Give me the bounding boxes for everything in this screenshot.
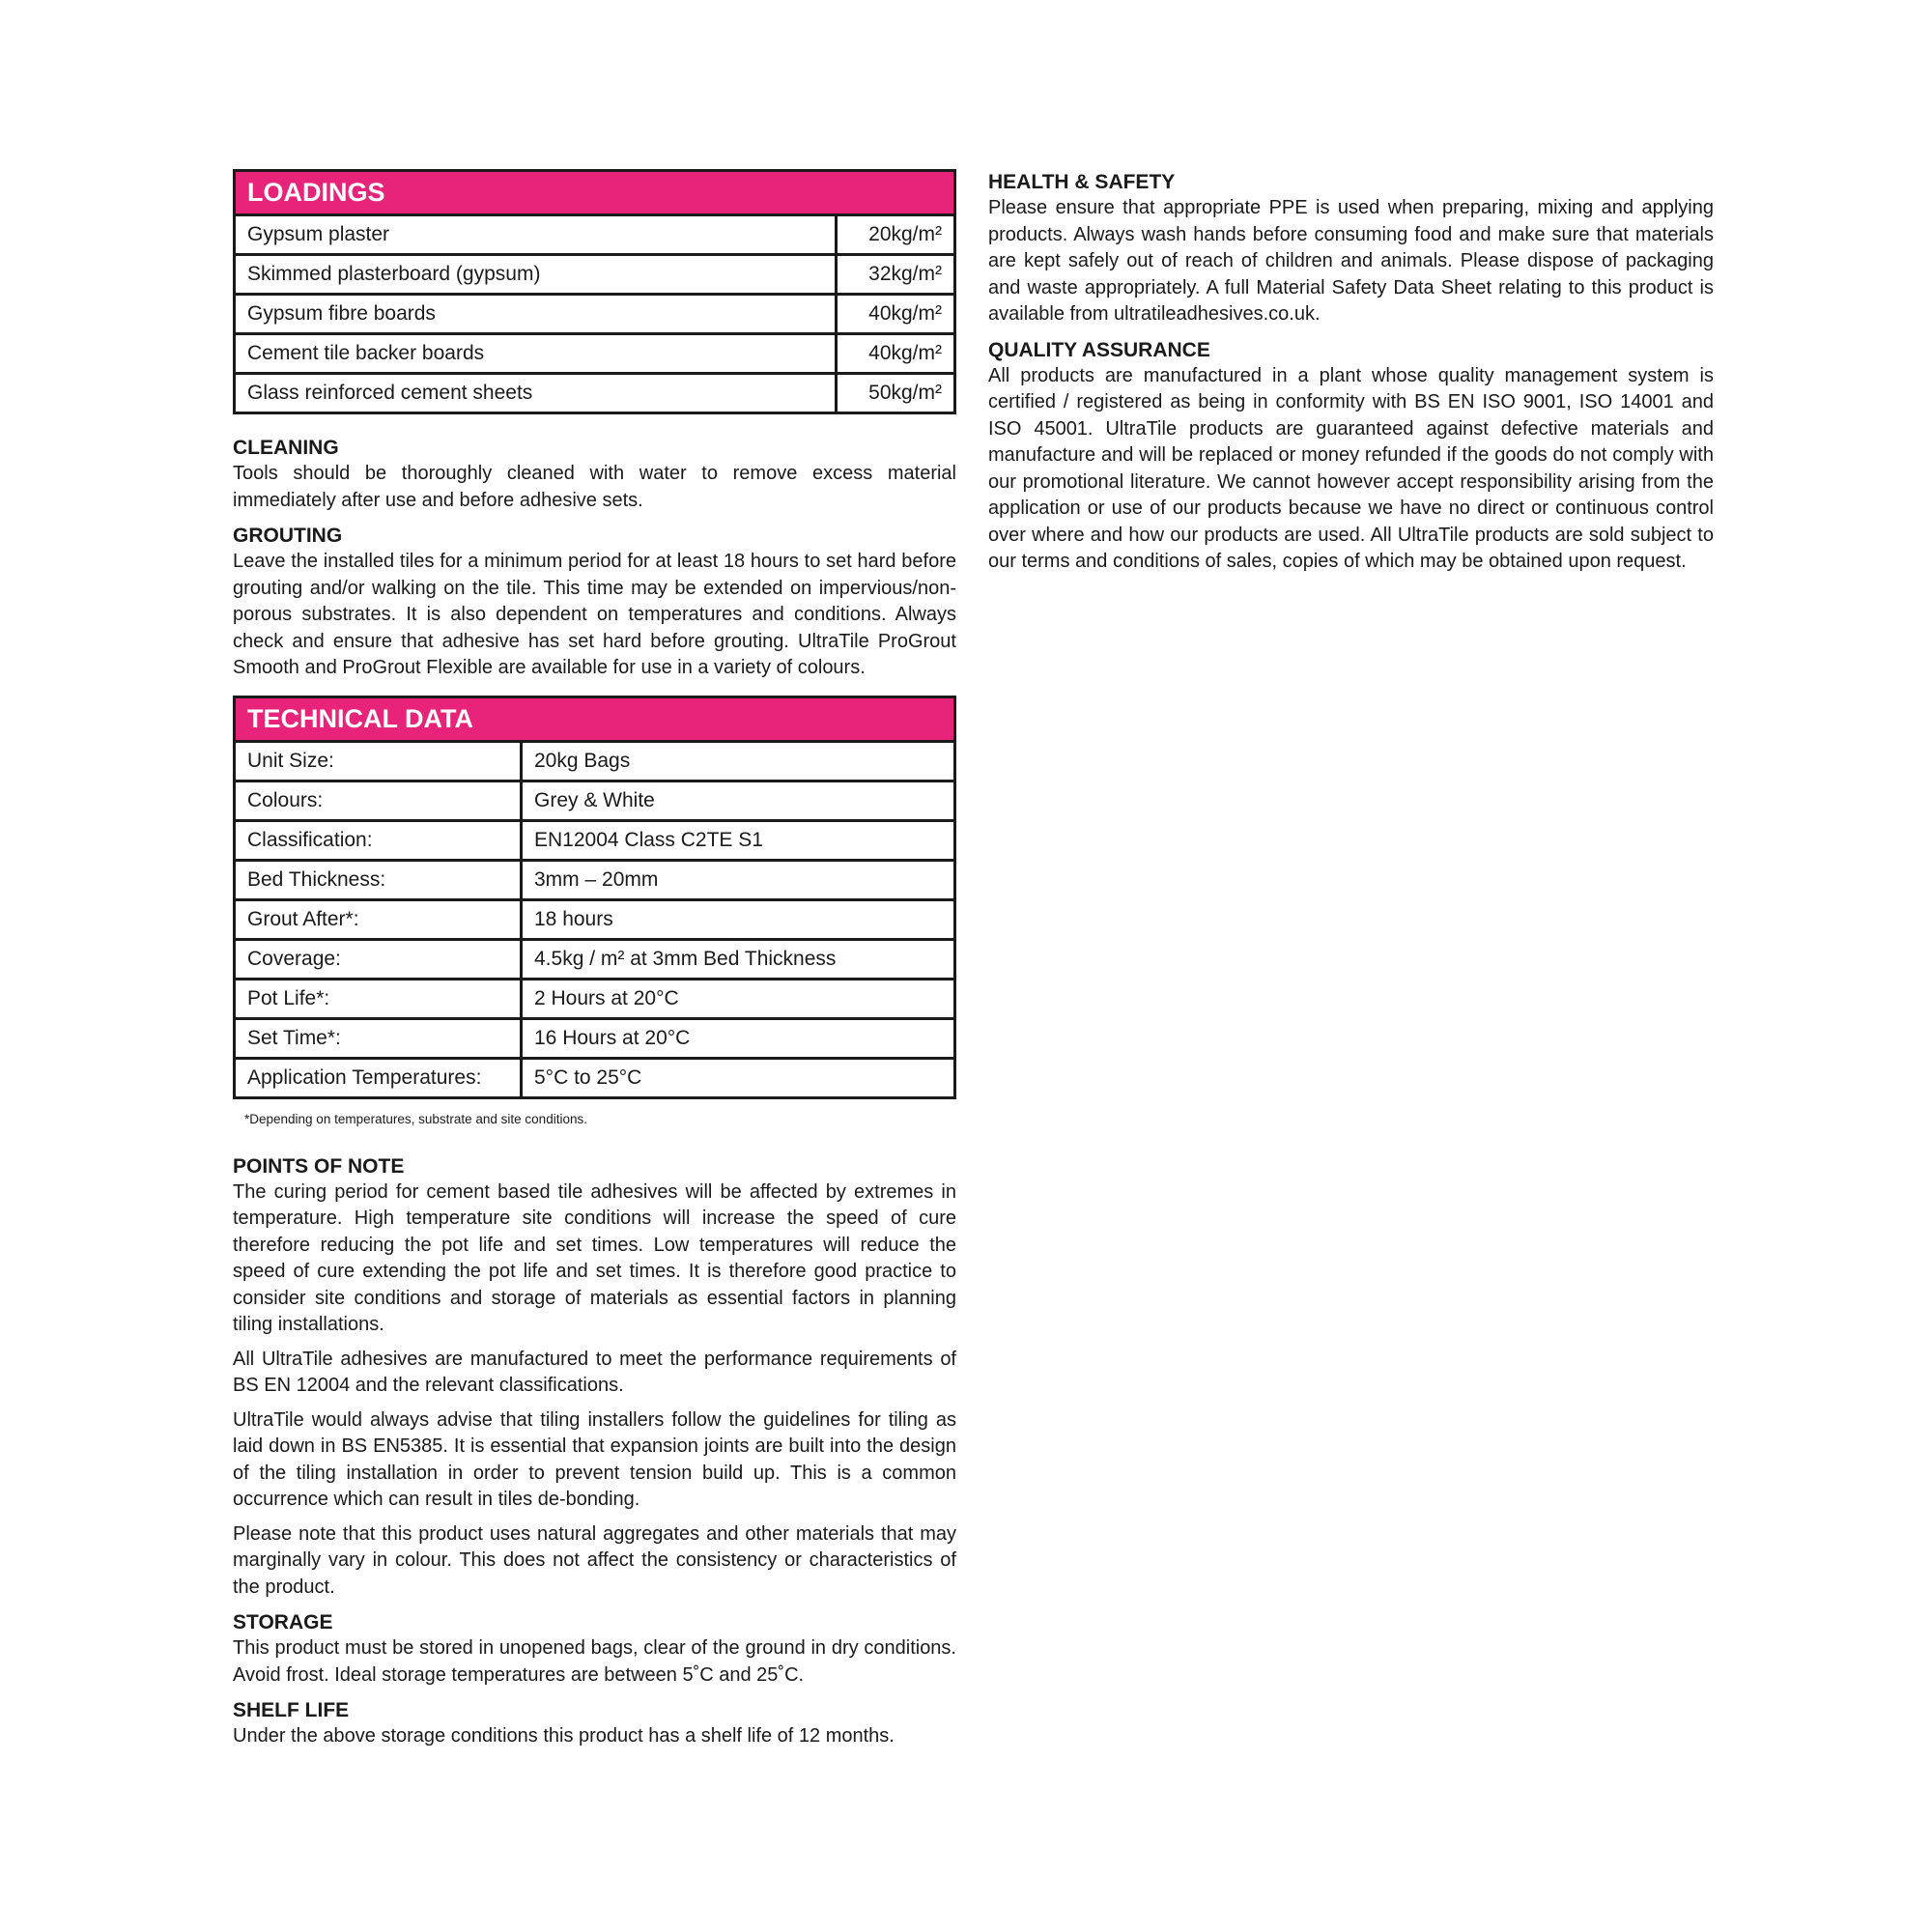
storage-heading: STORAGE	[233, 1611, 333, 1634]
quality-assurance-text: All products are manufactured in a plant whose quality management system is certified / registered as being in conformity with BS EN ISO 9001, ISO 14001 and ISO 45001. UltraTile products are guaranteed against defective materials and manufacture and will be replaced or money refunded if the goods do not comply with our promotional literature. We cannot however accept responsibility arising from the application or use of our products because we have no direct or continuous control over where and how our products are used. All UltraTile products are sold subject to our terms and conditions of sales, copies of which may be obtained upon request.	[988, 364, 1714, 572]
table-row	[235, 1058, 955, 1097]
technical-footnote: *Depending on temperatures, substrate and site conditions.	[244, 1111, 587, 1126]
loading-value: 20kg/m²	[837, 215, 955, 255]
grouting-heading: GROUTING	[233, 525, 343, 547]
health-safety-heading: HEALTH & SAFETY	[988, 171, 1176, 193]
loading-label: Gypsum plaster	[235, 215, 837, 255]
table-row	[235, 374, 955, 413]
technical-value: 4.5kg / m² at 3mm Bed Thickness	[522, 939, 955, 979]
technical-label: Pot Life*:	[235, 979, 522, 1018]
technical-label: Classification:	[235, 820, 522, 860]
technical-label: Application Temperatures:	[235, 1058, 522, 1097]
technical-value: 18 hours	[522, 899, 955, 939]
loading-value: 40kg/m²	[837, 295, 955, 334]
table-row	[235, 255, 955, 295]
points-of-note-paragraph: UltraTile would always advise that tiling installers follow the guidelines for tiling as laid down in BS EN5385. It is essential that expansion joints are built into the design of the tiling installation in order to prevent tension build up. This is a common occurrence which can result in tiles de-bonding.	[233, 1408, 956, 1510]
cleaning-heading: CLEANING	[233, 437, 339, 459]
table-row	[235, 781, 955, 820]
shelf-life-section	[233, 1697, 956, 1750]
table-row	[235, 860, 955, 899]
cleaning-section	[233, 435, 956, 514]
table-row	[235, 899, 955, 939]
table-row	[235, 741, 955, 781]
grouting-text: Leave the installed tiles for a minimum period for at least 18 hours to set hard before grouting and/or walking on the tile. This time may be extended on impervious/non-porous substrates. It is also dependent on temperatures and conditions. Always check and ensure that adhesive has set hard before grouting. UltraTile ProGrout Smooth and ProGrout Flexible are available for use in a variety of colours.	[233, 551, 956, 678]
technical-data-table	[233, 696, 956, 1099]
quality-assurance-section	[988, 337, 1714, 576]
loadings-table	[233, 169, 956, 414]
technical-label: Set Time*:	[235, 1018, 522, 1058]
table-row	[235, 820, 955, 860]
points-of-note-section	[233, 1153, 956, 1602]
technical-value: 2 Hours at 20°C	[522, 979, 955, 1018]
loading-label: Glass reinforced cement sheets	[235, 374, 837, 413]
cleaning-text: Tools should be thoroughly cleaned with water to remove excess material immediately after use and before adhesive sets.	[233, 463, 956, 511]
loading-value: 50kg/m²	[837, 374, 955, 413]
loading-label: Gypsum fibre boards	[235, 295, 837, 334]
loading-value: 40kg/m²	[837, 334, 955, 374]
shelf-life-text: Under the above storage conditions this product has a shelf life of 12 months.	[233, 1725, 895, 1747]
technical-value: 20kg Bags	[522, 741, 955, 781]
technical-label: Grout After*:	[235, 899, 522, 939]
technical-value: 16 Hours at 20°C	[522, 1018, 955, 1058]
storage-section	[233, 1609, 956, 1689]
loadings-title: LOADINGS	[235, 171, 955, 215]
technical-label: Bed Thickness:	[235, 860, 522, 899]
shelf-life-heading: SHELF LIFE	[233, 1699, 350, 1721]
table-row	[235, 334, 955, 374]
quality-assurance-heading: QUALITY ASSURANCE	[988, 338, 1210, 361]
points-of-note-paragraph: Please note that this product uses natural aggregates and other materials that may marginally vary in colour. This does not affect the consistency or characteristics of the product.	[233, 1522, 956, 1598]
technical-value: EN12004 Class C2TE S1	[522, 820, 955, 860]
grouting-section	[233, 523, 956, 682]
left-column	[233, 169, 956, 1750]
right-column	[988, 169, 1714, 576]
technical-label: Colours:	[235, 781, 522, 820]
points-of-note-paragraph: The curing period for cement based tile adhesives will be affected by extremes in temperature. High temperature site conditions will increase the speed of cure therefore reducing the pot life and set times. Low temperatures will reduce the speed of cure extending the pot life and set times. It is therefore good practice to consider site conditions and storage of materials as essential factors in planning tiling installations.	[233, 1180, 956, 1335]
technical-value: 5°C to 25°C	[522, 1058, 955, 1097]
loading-label: Cement tile backer boards	[235, 334, 837, 374]
table-row	[235, 215, 955, 255]
technical-label: Unit Size:	[235, 741, 522, 781]
table-row	[235, 939, 955, 979]
storage-text: This product must be stored in unopened bags, clear of the ground in dry conditions. Avoid frost. Ideal storage temperatures are between 5˚C and 25˚C.	[233, 1637, 956, 1686]
table-row	[235, 979, 955, 1018]
points-of-note-heading: POINTS OF NOTE	[233, 1154, 405, 1178]
table-row	[235, 295, 955, 334]
technical-value: 3mm – 20mm	[522, 860, 955, 899]
technical-value: Grey & White	[522, 781, 955, 820]
technical-label: Coverage:	[235, 939, 522, 979]
health-safety-section	[988, 169, 1714, 328]
loading-label: Skimmed plasterboard (gypsum)	[235, 255, 837, 295]
table-row	[235, 1018, 955, 1058]
loading-value: 32kg/m²	[837, 255, 955, 295]
health-safety-text: Please ensure that appropriate PPE is used when preparing, mixing and applying products. Always wash hands before consuming food and make sure that materials are kept safely out of reach of children and animals. Please dispose of packaging and waste appropriately. A full Material Safety Data Sheet relating to this product is available from ultratileadhesives.co.uk.	[988, 197, 1714, 325]
points-of-note-paragraph: All UltraTile adhesives are manufactured to meet the performance requirements of BS EN 12004 and the relevant classifications.	[233, 1348, 956, 1396]
technical-data-title: TECHNICAL DATA	[235, 696, 955, 741]
